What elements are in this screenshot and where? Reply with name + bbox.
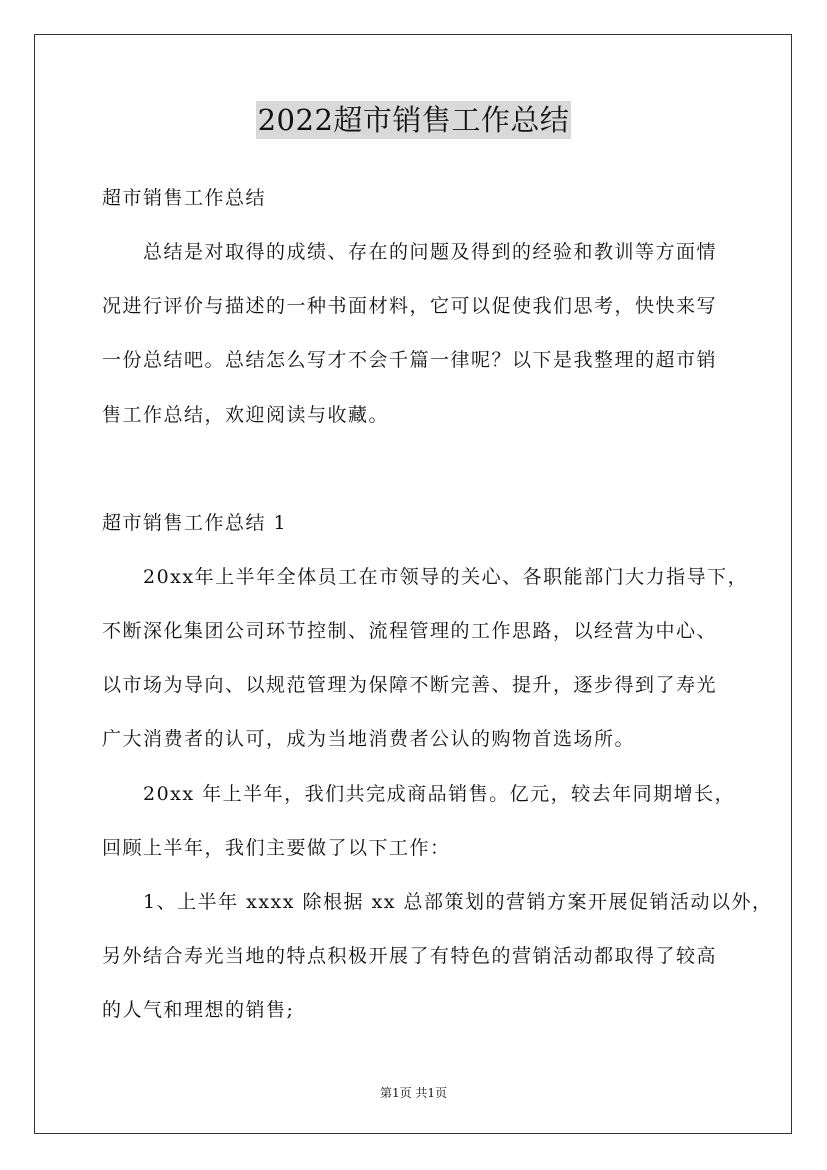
page-footer: 第1页 共1页: [379, 1086, 448, 1100]
paragraph-line: 以市场为导向、以规范管理为保障不断完善、提升，逐步得到了寿光: [102, 674, 718, 696]
paragraph-line: 广大消费者的认可，成为当地消费者公认的购物首选场所。: [102, 728, 636, 750]
intro-line: 况进行评价与描述的一种书面材料，它可以促使我们思考，快快来写: [102, 295, 718, 317]
intro-line: 售工作总结，欢迎阅读与收藏。: [102, 404, 390, 426]
paragraph-line: 20xx年上半年全体员工在市领导的关心、各职能部门大力指导下，: [143, 566, 749, 588]
paragraph-line: 另外结合寿光当地的特点积极开展了有特色的营销活动都取得了较高: [102, 945, 718, 967]
section-heading: 超市销售工作总结: [102, 187, 267, 209]
intro-line: 总结是对取得的成绩、存在的问题及得到的经验和教训等方面情: [143, 241, 718, 263]
paragraph-line: 不断深化集团公司环节控制、流程管理的工作思路，以经营为中心、: [102, 620, 718, 642]
document-title-wrap: [0, 98, 827, 139]
paragraph-line: 1、上半年 xxxx 除根据 xx 总部策划的营销方案开展促销活动以外，: [143, 891, 773, 913]
section-heading: 超市销售工作总结 1: [102, 512, 288, 534]
paragraph-line: 回顾上半年，我们主要做了以下工作：: [102, 837, 451, 859]
document-title: 2022超市销售工作总结: [257, 103, 570, 137]
intro-line: 一份总结吧。总结怎么写才不会千篇一律呢？以下是我整理的超市销: [102, 349, 718, 371]
paragraph-line: 20xx 年上半年，我们共完成商品销售。亿元，较去年同期增长，: [143, 783, 736, 805]
paragraph-line: 的人气和理想的销售;: [102, 999, 295, 1021]
